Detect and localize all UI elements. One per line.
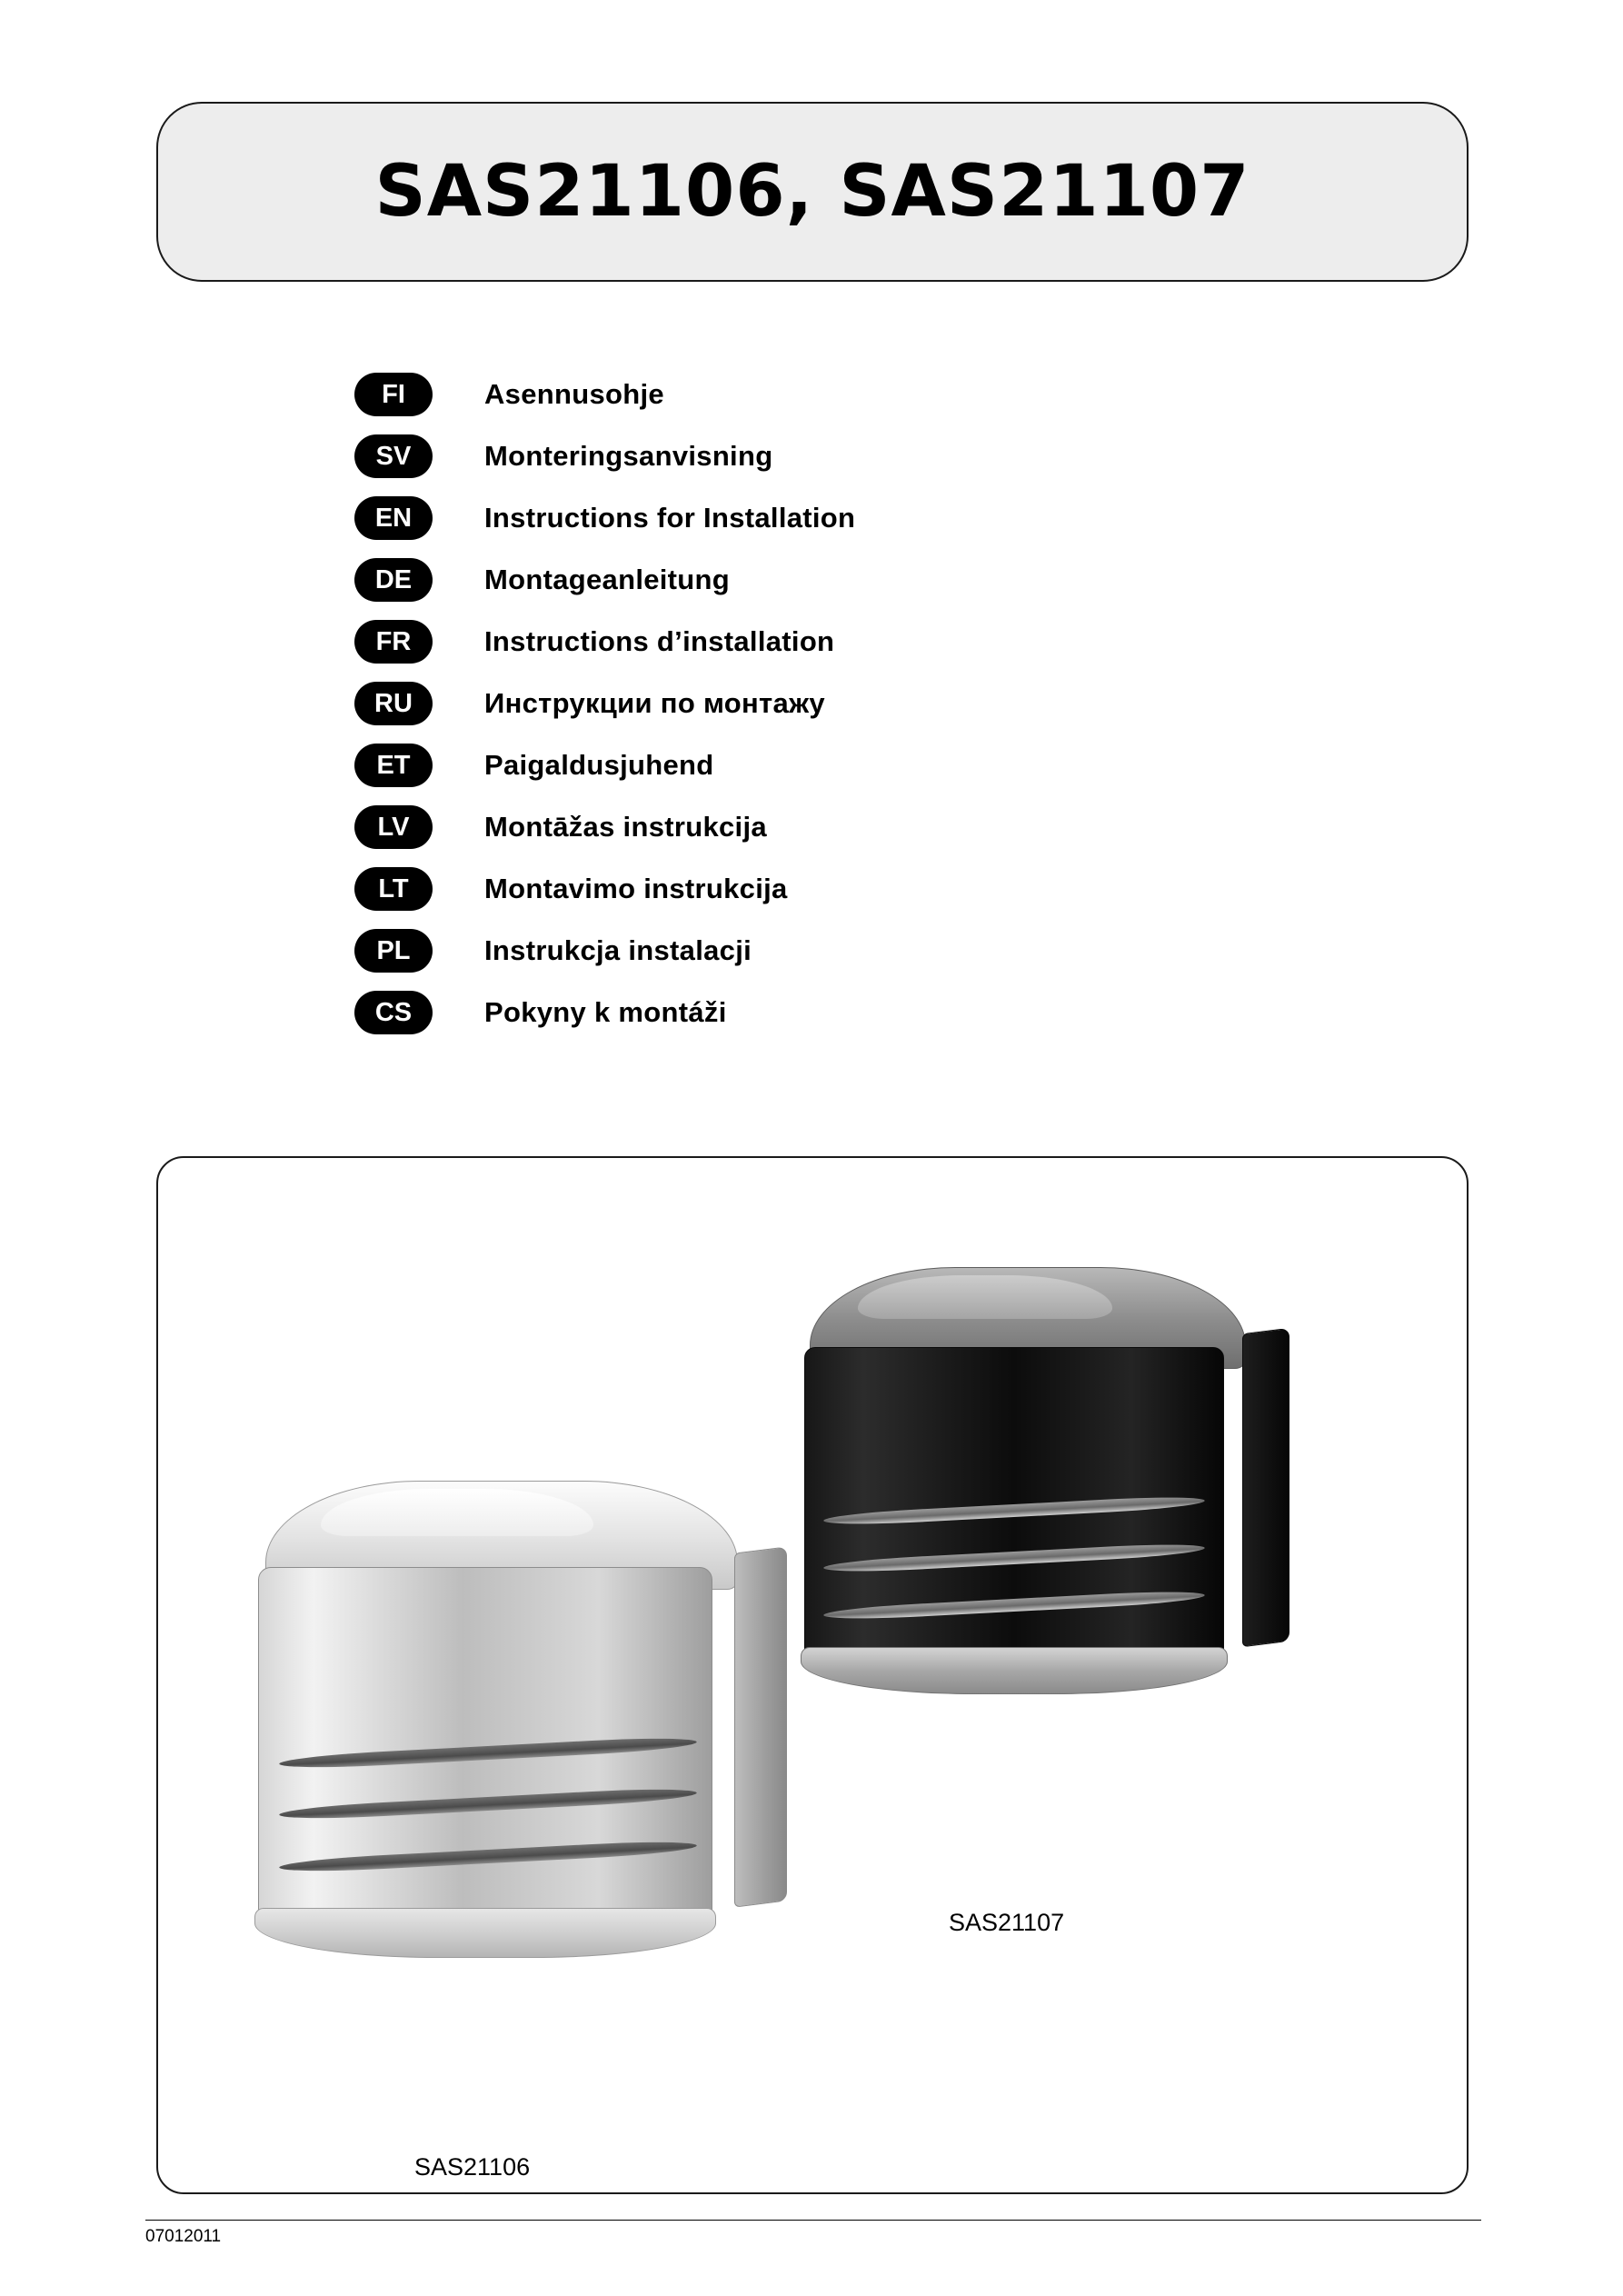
language-code-badge: SV xyxy=(354,434,433,478)
list-item xyxy=(354,611,1172,673)
language-code-badge: ET xyxy=(354,744,433,787)
language-label: Paigaldusjuhend xyxy=(484,749,714,781)
product-a-side xyxy=(734,1546,787,1907)
language-label: Instructions d’installation xyxy=(484,625,835,657)
product-a-vent-slot xyxy=(279,1735,697,1771)
product-b-body xyxy=(804,1347,1224,1667)
title-banner xyxy=(156,102,1469,282)
product-image-panel xyxy=(156,1156,1469,2194)
language-label: Инструкции по монтажу xyxy=(484,687,825,719)
language-label: Pokyny k montáži xyxy=(484,996,727,1028)
list-item xyxy=(354,982,1172,1043)
list-item xyxy=(354,425,1172,487)
product-b-vent-slot xyxy=(823,1589,1205,1622)
language-code-badge: FR xyxy=(354,620,433,664)
language-label: Montageanleitung xyxy=(484,564,731,595)
product-b-side xyxy=(1242,1328,1289,1647)
list-item xyxy=(354,673,1172,734)
list-item xyxy=(354,549,1172,611)
language-code-badge: LV xyxy=(354,805,433,849)
product-illustration-sas21106 xyxy=(249,1481,758,2008)
language-code-badge: FI xyxy=(354,373,433,416)
page-title: SAS21106, SAS21107 xyxy=(374,151,1250,233)
list-item xyxy=(354,858,1172,920)
list-item xyxy=(354,364,1172,425)
language-code-badge: LT xyxy=(354,867,433,911)
product-b-vent-slot xyxy=(823,1542,1205,1574)
document-code: 07012011 xyxy=(145,2227,222,2246)
product-a-body xyxy=(258,1567,712,1931)
product-b-vent-slot xyxy=(823,1494,1205,1527)
product-a-vent-slot xyxy=(279,1839,697,1874)
language-code-badge: EN xyxy=(354,496,433,540)
language-label: Montavimo instrukcija xyxy=(484,873,788,904)
product-illustration-sas21107 xyxy=(799,1267,1262,1749)
footer-divider xyxy=(145,2220,1481,2221)
language-code-badge: CS xyxy=(354,991,433,1034)
product-a-vent-slot xyxy=(279,1786,697,1822)
language-label: Instrukcja instalacji xyxy=(484,934,752,966)
product-b-top-highlight xyxy=(858,1275,1112,1319)
language-list xyxy=(354,364,1172,1043)
product-a-caption: SAS21106 xyxy=(414,2153,531,2181)
list-item xyxy=(354,796,1172,858)
language-label: Instructions for Installation xyxy=(484,502,856,534)
list-item xyxy=(354,920,1172,982)
language-label: Asennusohje xyxy=(484,378,664,410)
product-a-base xyxy=(254,1908,716,1958)
language-label: Monteringsanvisning xyxy=(484,440,773,472)
language-code-badge: RU xyxy=(354,682,433,725)
language-label: Montāžas instrukcija xyxy=(484,811,767,843)
list-item xyxy=(354,734,1172,796)
product-b-base xyxy=(801,1647,1228,1694)
language-code-badge: DE xyxy=(354,558,433,602)
language-code-badge: PL xyxy=(354,929,433,973)
list-item xyxy=(354,487,1172,549)
product-a-top-highlight xyxy=(321,1489,593,1536)
product-b-caption: SAS21107 xyxy=(949,1909,1065,1936)
